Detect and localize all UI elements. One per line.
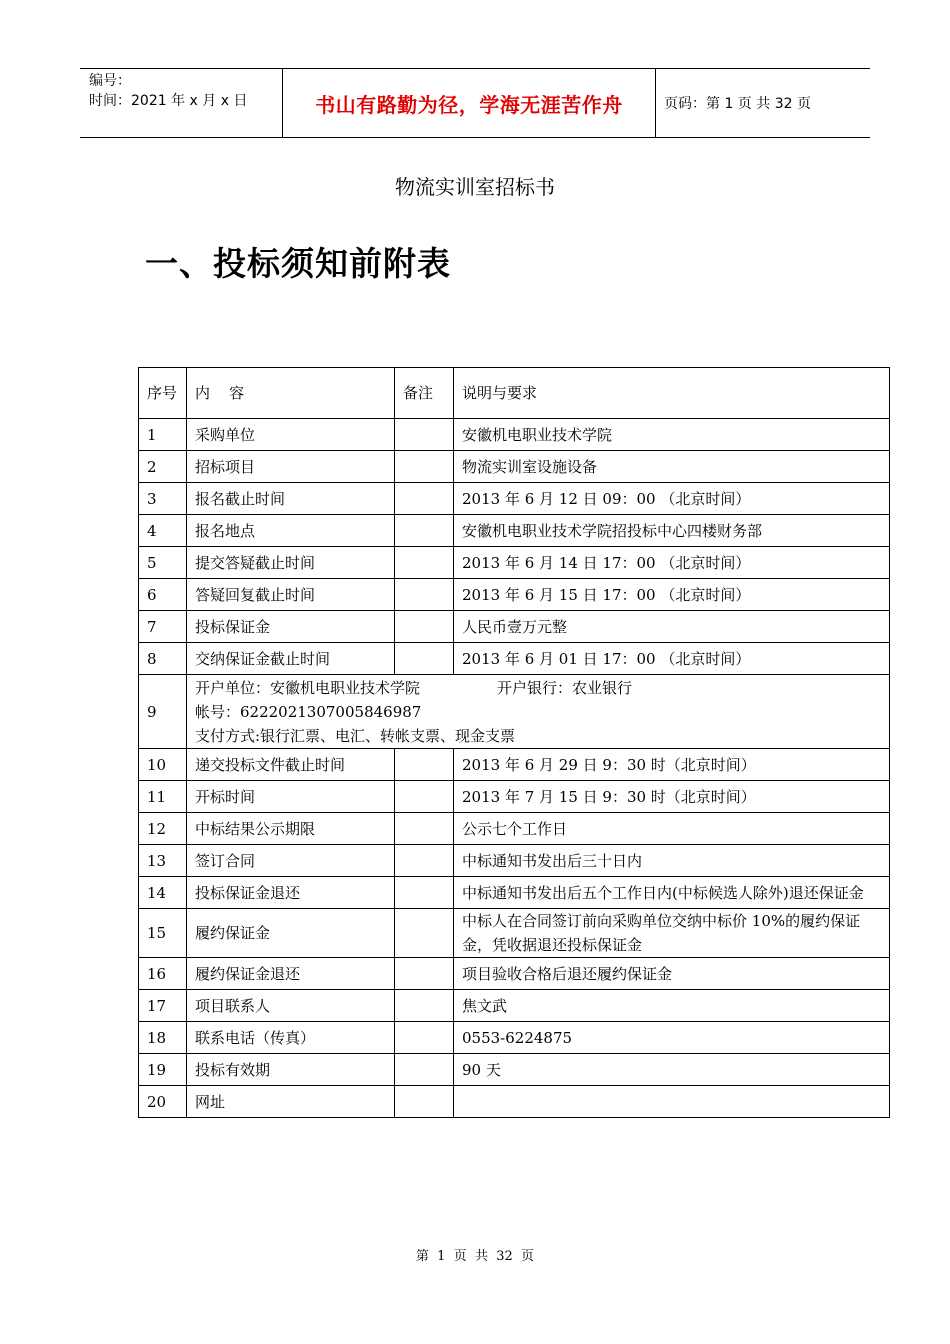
row-number: 14 — [139, 877, 187, 909]
document-number-label: 编号： — [89, 73, 131, 89]
document-title: 物流实训室招标书 — [395, 175, 555, 199]
row-desc: 安徽机电职业技术学院招投标中心四楼财务部 — [454, 515, 890, 547]
row-number: 13 — [139, 845, 187, 877]
bank-info-cell — [187, 675, 890, 749]
row-item: 招标项目 — [187, 451, 395, 483]
table-row — [139, 990, 890, 1022]
row-item: 报名地点 — [187, 515, 395, 547]
row-number: 9 — [139, 675, 187, 749]
row-item: 网址 — [187, 1086, 395, 1118]
row-note — [395, 958, 454, 990]
row-note — [395, 579, 454, 611]
row-note — [395, 1054, 454, 1086]
row-note — [395, 877, 454, 909]
row-item: 签订合同 — [187, 845, 395, 877]
row-number: 3 — [139, 483, 187, 515]
row-note — [395, 909, 454, 958]
row-desc: 焦文武 — [454, 990, 890, 1022]
table-row-bank-info — [139, 675, 890, 749]
row-desc: 2013 年 6 月 14 日 17：00 （北京时间） — [454, 547, 890, 579]
section-title: 一、投标须知前附表 — [145, 244, 451, 283]
row-desc: 公示七个工作日 — [454, 813, 890, 845]
row-note — [395, 813, 454, 845]
row-item: 报名截止时间 — [187, 483, 395, 515]
row-note — [395, 547, 454, 579]
row-number: 10 — [139, 749, 187, 781]
row-desc: 90 天 — [454, 1054, 890, 1086]
row-item: 中标结果公示期限 — [187, 813, 395, 845]
table-row — [139, 909, 890, 958]
row-item: 投标有效期 — [187, 1054, 395, 1086]
row-desc: 人民币壹万元整 — [454, 611, 890, 643]
row-note — [395, 749, 454, 781]
row-desc: 中标通知书发出后五个工作日内(中标候选人除外)退还保证金 — [454, 877, 890, 909]
header-note: 备注 — [395, 368, 454, 419]
row-number: 20 — [139, 1086, 187, 1118]
header-content: 内 容 — [187, 368, 395, 419]
table-row — [139, 643, 890, 675]
row-note — [395, 483, 454, 515]
bid-instructions-table — [138, 367, 890, 1118]
row-number: 6 — [139, 579, 187, 611]
row-item: 答疑回复截止时间 — [187, 579, 395, 611]
document-time-label: 时间：2021 年 x 月 x 日 — [89, 93, 248, 109]
row-item: 履约保证金退还 — [187, 958, 395, 990]
header-no: 序号 — [139, 368, 187, 419]
table-row — [139, 579, 890, 611]
row-number: 2 — [139, 451, 187, 483]
row-note — [395, 515, 454, 547]
header-page-info: 页码：第 1 页 共 32 页 — [664, 96, 811, 112]
row-number: 1 — [139, 419, 187, 451]
row-number: 19 — [139, 1054, 187, 1086]
row-item: 投标保证金退还 — [187, 877, 395, 909]
table-row — [139, 877, 890, 909]
row-note — [395, 611, 454, 643]
table-row — [139, 419, 890, 451]
table-row — [139, 515, 890, 547]
row-desc: 物流实训室设施设备 — [454, 451, 890, 483]
table-row — [139, 749, 890, 781]
row-item: 履约保证金 — [187, 909, 395, 958]
page-header — [80, 68, 870, 138]
row-item: 项目联系人 — [187, 990, 395, 1022]
row-note — [395, 419, 454, 451]
row-desc: 0553-6224875 — [454, 1022, 890, 1054]
row-desc: 2013 年 6 月 12 日 09：00 （北京时间） — [454, 483, 890, 515]
table-row — [139, 1022, 890, 1054]
row-item: 采购单位 — [187, 419, 395, 451]
table-row — [139, 958, 890, 990]
row-item: 投标保证金 — [187, 611, 395, 643]
row-note — [395, 990, 454, 1022]
row-number: 15 — [139, 909, 187, 958]
page-footer: 第 1 页 共 32 页 — [415, 1249, 535, 1264]
row-desc: 中标通知书发出后三十日内 — [454, 845, 890, 877]
table-row — [139, 813, 890, 845]
account-unit: 开户单位：安徽机电职业技术学院 — [195, 678, 421, 697]
table-row — [139, 451, 890, 483]
table-row — [139, 1086, 890, 1118]
row-desc — [454, 1086, 890, 1118]
account-number: 帐号：6222021307005846987 — [195, 702, 422, 721]
row-desc: 安徽机电职业技术学院 — [454, 419, 890, 451]
header-desc: 说明与要求 — [454, 368, 890, 419]
row-item: 递交投标文件截止时间 — [187, 749, 395, 781]
payment-methods: 支付方式:银行汇票、电汇、转帐支票、现金支票 — [195, 726, 516, 745]
row-item: 交纳保证金截止时间 — [187, 643, 395, 675]
row-desc: 2013 年 6 月 29 日 9：30 时（北京时间） — [454, 749, 890, 781]
row-number: 12 — [139, 813, 187, 845]
table-header-row — [139, 368, 890, 419]
row-desc: 项目验收合格后退还履约保证金 — [454, 958, 890, 990]
header-meta — [80, 69, 282, 137]
row-number: 8 — [139, 643, 187, 675]
table-row — [139, 845, 890, 877]
row-number: 18 — [139, 1022, 187, 1054]
row-number: 4 — [139, 515, 187, 547]
row-note — [395, 451, 454, 483]
row-note — [395, 643, 454, 675]
row-item: 开标时间 — [187, 781, 395, 813]
row-desc: 2013 年 6 月 15 日 17：00 （北京时间） — [454, 579, 890, 611]
row-number: 11 — [139, 781, 187, 813]
table-row — [139, 781, 890, 813]
header-motto: 书山有路勤为径，学海无涯苦作舟 — [282, 69, 656, 137]
table-row — [139, 611, 890, 643]
table-row — [139, 547, 890, 579]
row-desc: 中标人在合同签订前向采购单位交纳中标价 10%的履约保证金，凭收据退还投标保证金 — [454, 909, 890, 958]
bank-name: 开户银行：农业银行 — [497, 678, 633, 697]
row-note — [395, 1086, 454, 1118]
row-number: 7 — [139, 611, 187, 643]
row-item: 提交答疑截止时间 — [187, 547, 395, 579]
row-note — [395, 1022, 454, 1054]
row-note — [395, 781, 454, 813]
row-note — [395, 845, 454, 877]
row-item: 联系电话（传真） — [187, 1022, 395, 1054]
row-desc: 2013 年 6 月 01 日 17：00 （北京时间） — [454, 643, 890, 675]
row-number: 16 — [139, 958, 187, 990]
table-row — [139, 1054, 890, 1086]
row-number: 5 — [139, 547, 187, 579]
row-number: 17 — [139, 990, 187, 1022]
row-desc: 2013 年 7 月 15 日 9：30 时（北京时间） — [454, 781, 890, 813]
table-row — [139, 483, 890, 515]
